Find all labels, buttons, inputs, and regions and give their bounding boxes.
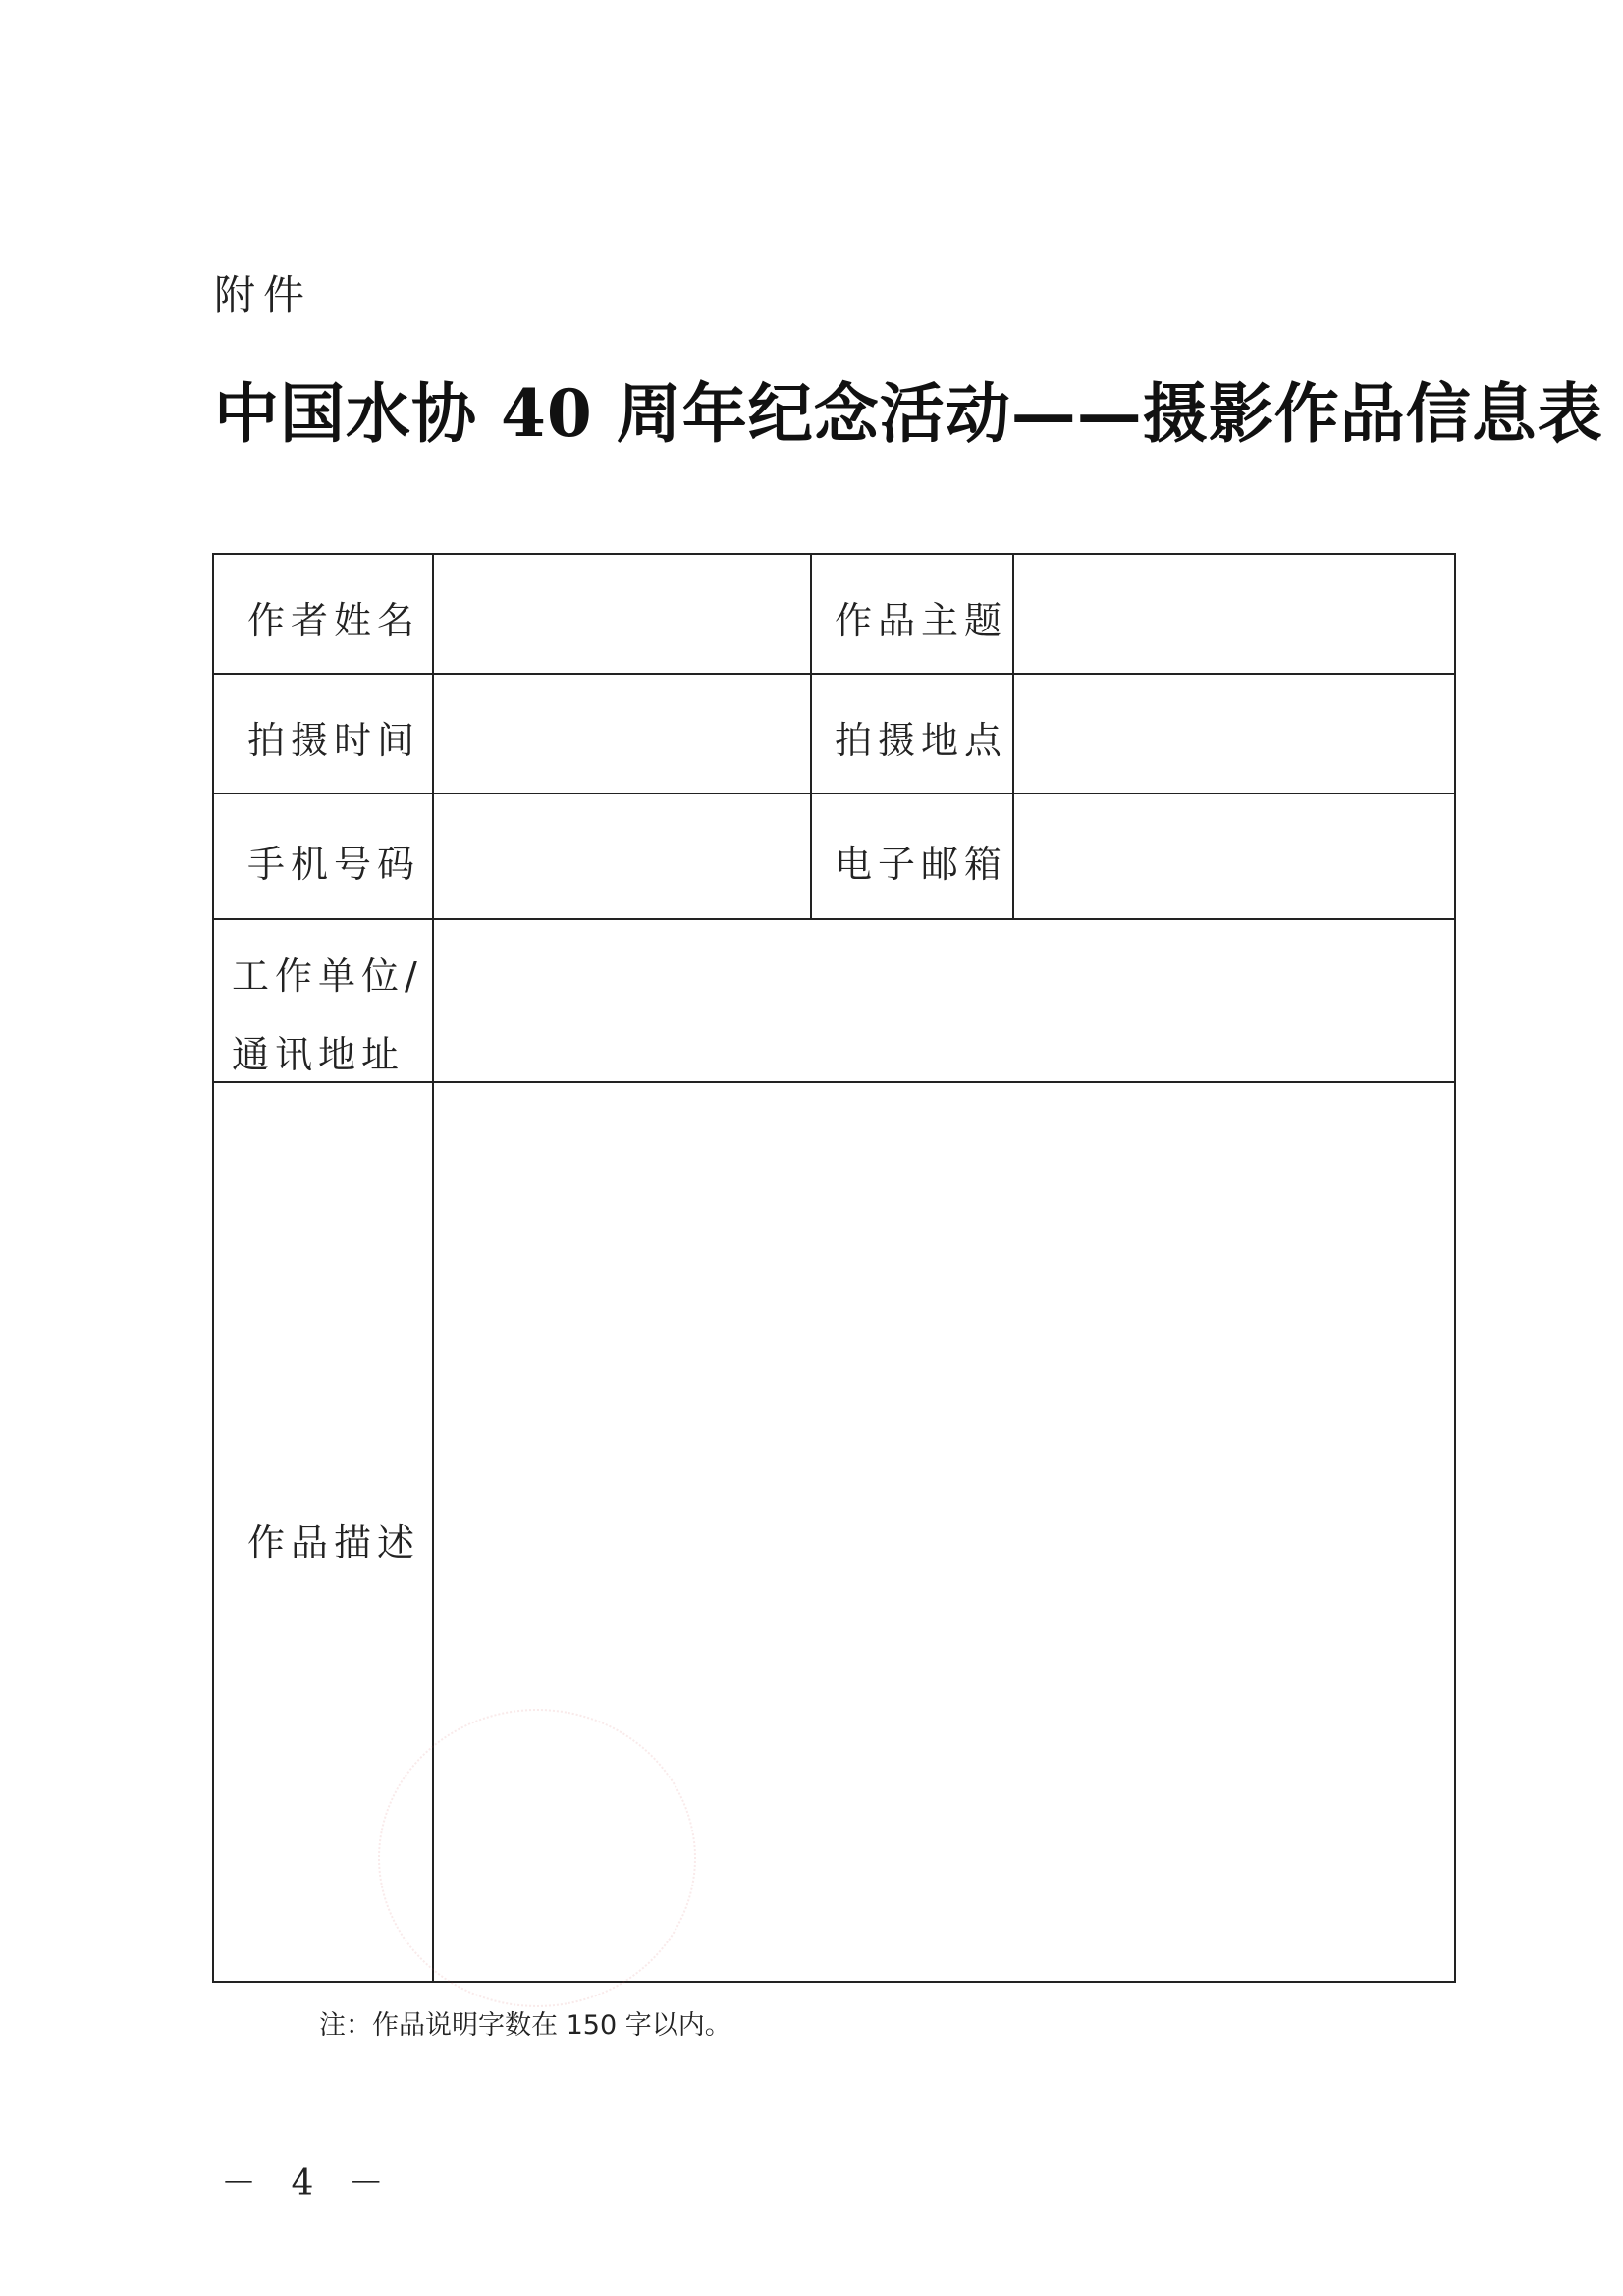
author-name-field[interactable] — [434, 555, 810, 673]
column-divider — [810, 555, 812, 920]
faint-seal-stamp — [378, 1709, 696, 2007]
mailing-address-label: 通讯地址 — [232, 1033, 406, 1076]
shoot-location-field[interactable] — [1014, 675, 1454, 793]
work-unit-label: 工作单位/ — [232, 955, 423, 998]
page-number: － 4 － — [221, 2163, 396, 2204]
email-label: 电子邮箱 — [835, 843, 1008, 886]
shoot-time-label: 拍摄时间 — [247, 719, 421, 762]
work-theme-field[interactable] — [1014, 555, 1454, 673]
shoot-time-field[interactable] — [434, 675, 810, 793]
footnote: 注：作品说明字数在 150 字以内。 — [319, 2010, 731, 2041]
phone-label: 手机号码 — [247, 843, 421, 886]
shoot-location-label: 拍摄地点 — [835, 719, 1008, 762]
author-name-label: 作者姓名 — [247, 599, 421, 642]
email-field[interactable] — [1014, 794, 1454, 918]
page-title: 中国水协 40 周年纪念活动——摄影作品信息表 — [214, 375, 1603, 452]
work-theme-label: 作品主题 — [835, 599, 1008, 642]
address-field[interactable] — [434, 920, 1454, 1081]
description-label: 作品描述 — [247, 1521, 421, 1564]
attachment-label: 附件 — [214, 271, 313, 319]
phone-field[interactable] — [434, 794, 810, 918]
photo-info-form — [212, 553, 1456, 1983]
